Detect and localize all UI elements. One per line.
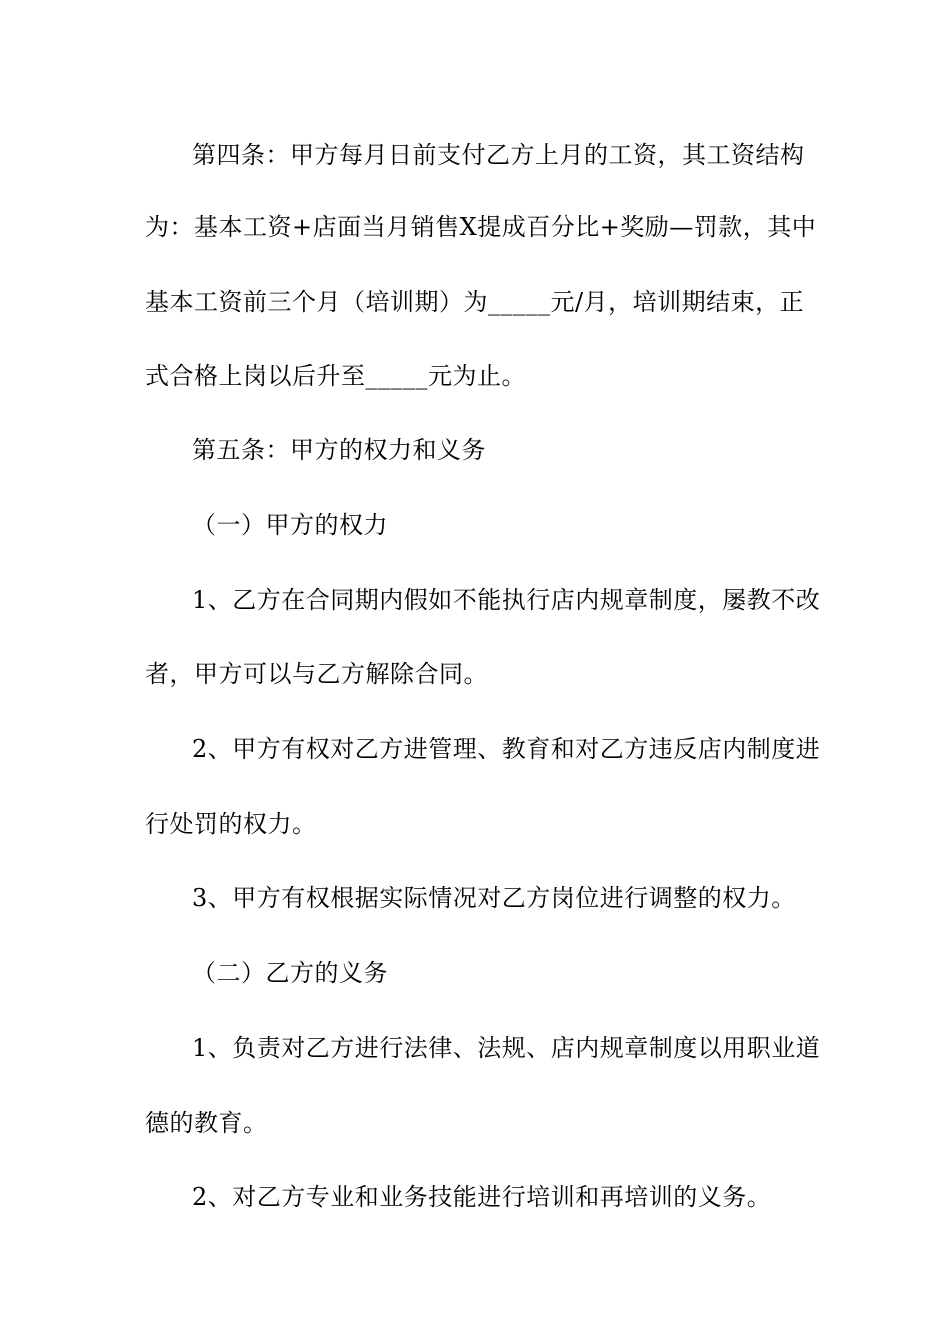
article-4-line-2: 为：基本工资+店面当月销售X提成百分比+奖励—罚款，其中 — [145, 213, 817, 241]
section-2-item-2: 2、对乙方专业和业务技能进行培训和再培训的义务。 — [192, 1183, 772, 1211]
section-2-item-1-line-2: 德的教育。 — [145, 1109, 268, 1137]
section-1-item-1-line-2: 者，甲方可以与乙方解除合同。 — [145, 660, 488, 688]
article-4-line-4: 式合格上岗以后升至_____元为止。 — [145, 362, 526, 390]
section-2-heading: （二）乙方的义务 — [192, 959, 388, 987]
article-4-line-1: 第四条：甲方每月日前支付乙方上月的工资，其工资结构 — [192, 141, 805, 169]
section-1-item-2-line-2: 行处罚的权力。 — [145, 810, 317, 838]
section-1-heading: （一）甲方的权力 — [192, 511, 388, 539]
section-1-item-1-line-1: 1、乙方在合同期内假如不能执行店内规章制度，屡教不改 — [192, 586, 821, 614]
section-2-item-1-line-1: 1、负责对乙方进行法律、法规、店内规章制度以用职业道 — [192, 1034, 821, 1062]
section-1-item-3: 3、甲方有权根据实际情况对乙方岗位进行调整的权力。 — [192, 884, 796, 912]
article-4-line-3: 基本工资前三个月（培训期）为_____元/月，培训期结束，正 — [145, 288, 805, 316]
article-5-heading: 第五条：甲方的权力和义务 — [192, 436, 486, 464]
section-1-item-2-line-1: 2、甲方有权对乙方进管理、教育和对乙方违反店内制度进 — [192, 735, 821, 763]
